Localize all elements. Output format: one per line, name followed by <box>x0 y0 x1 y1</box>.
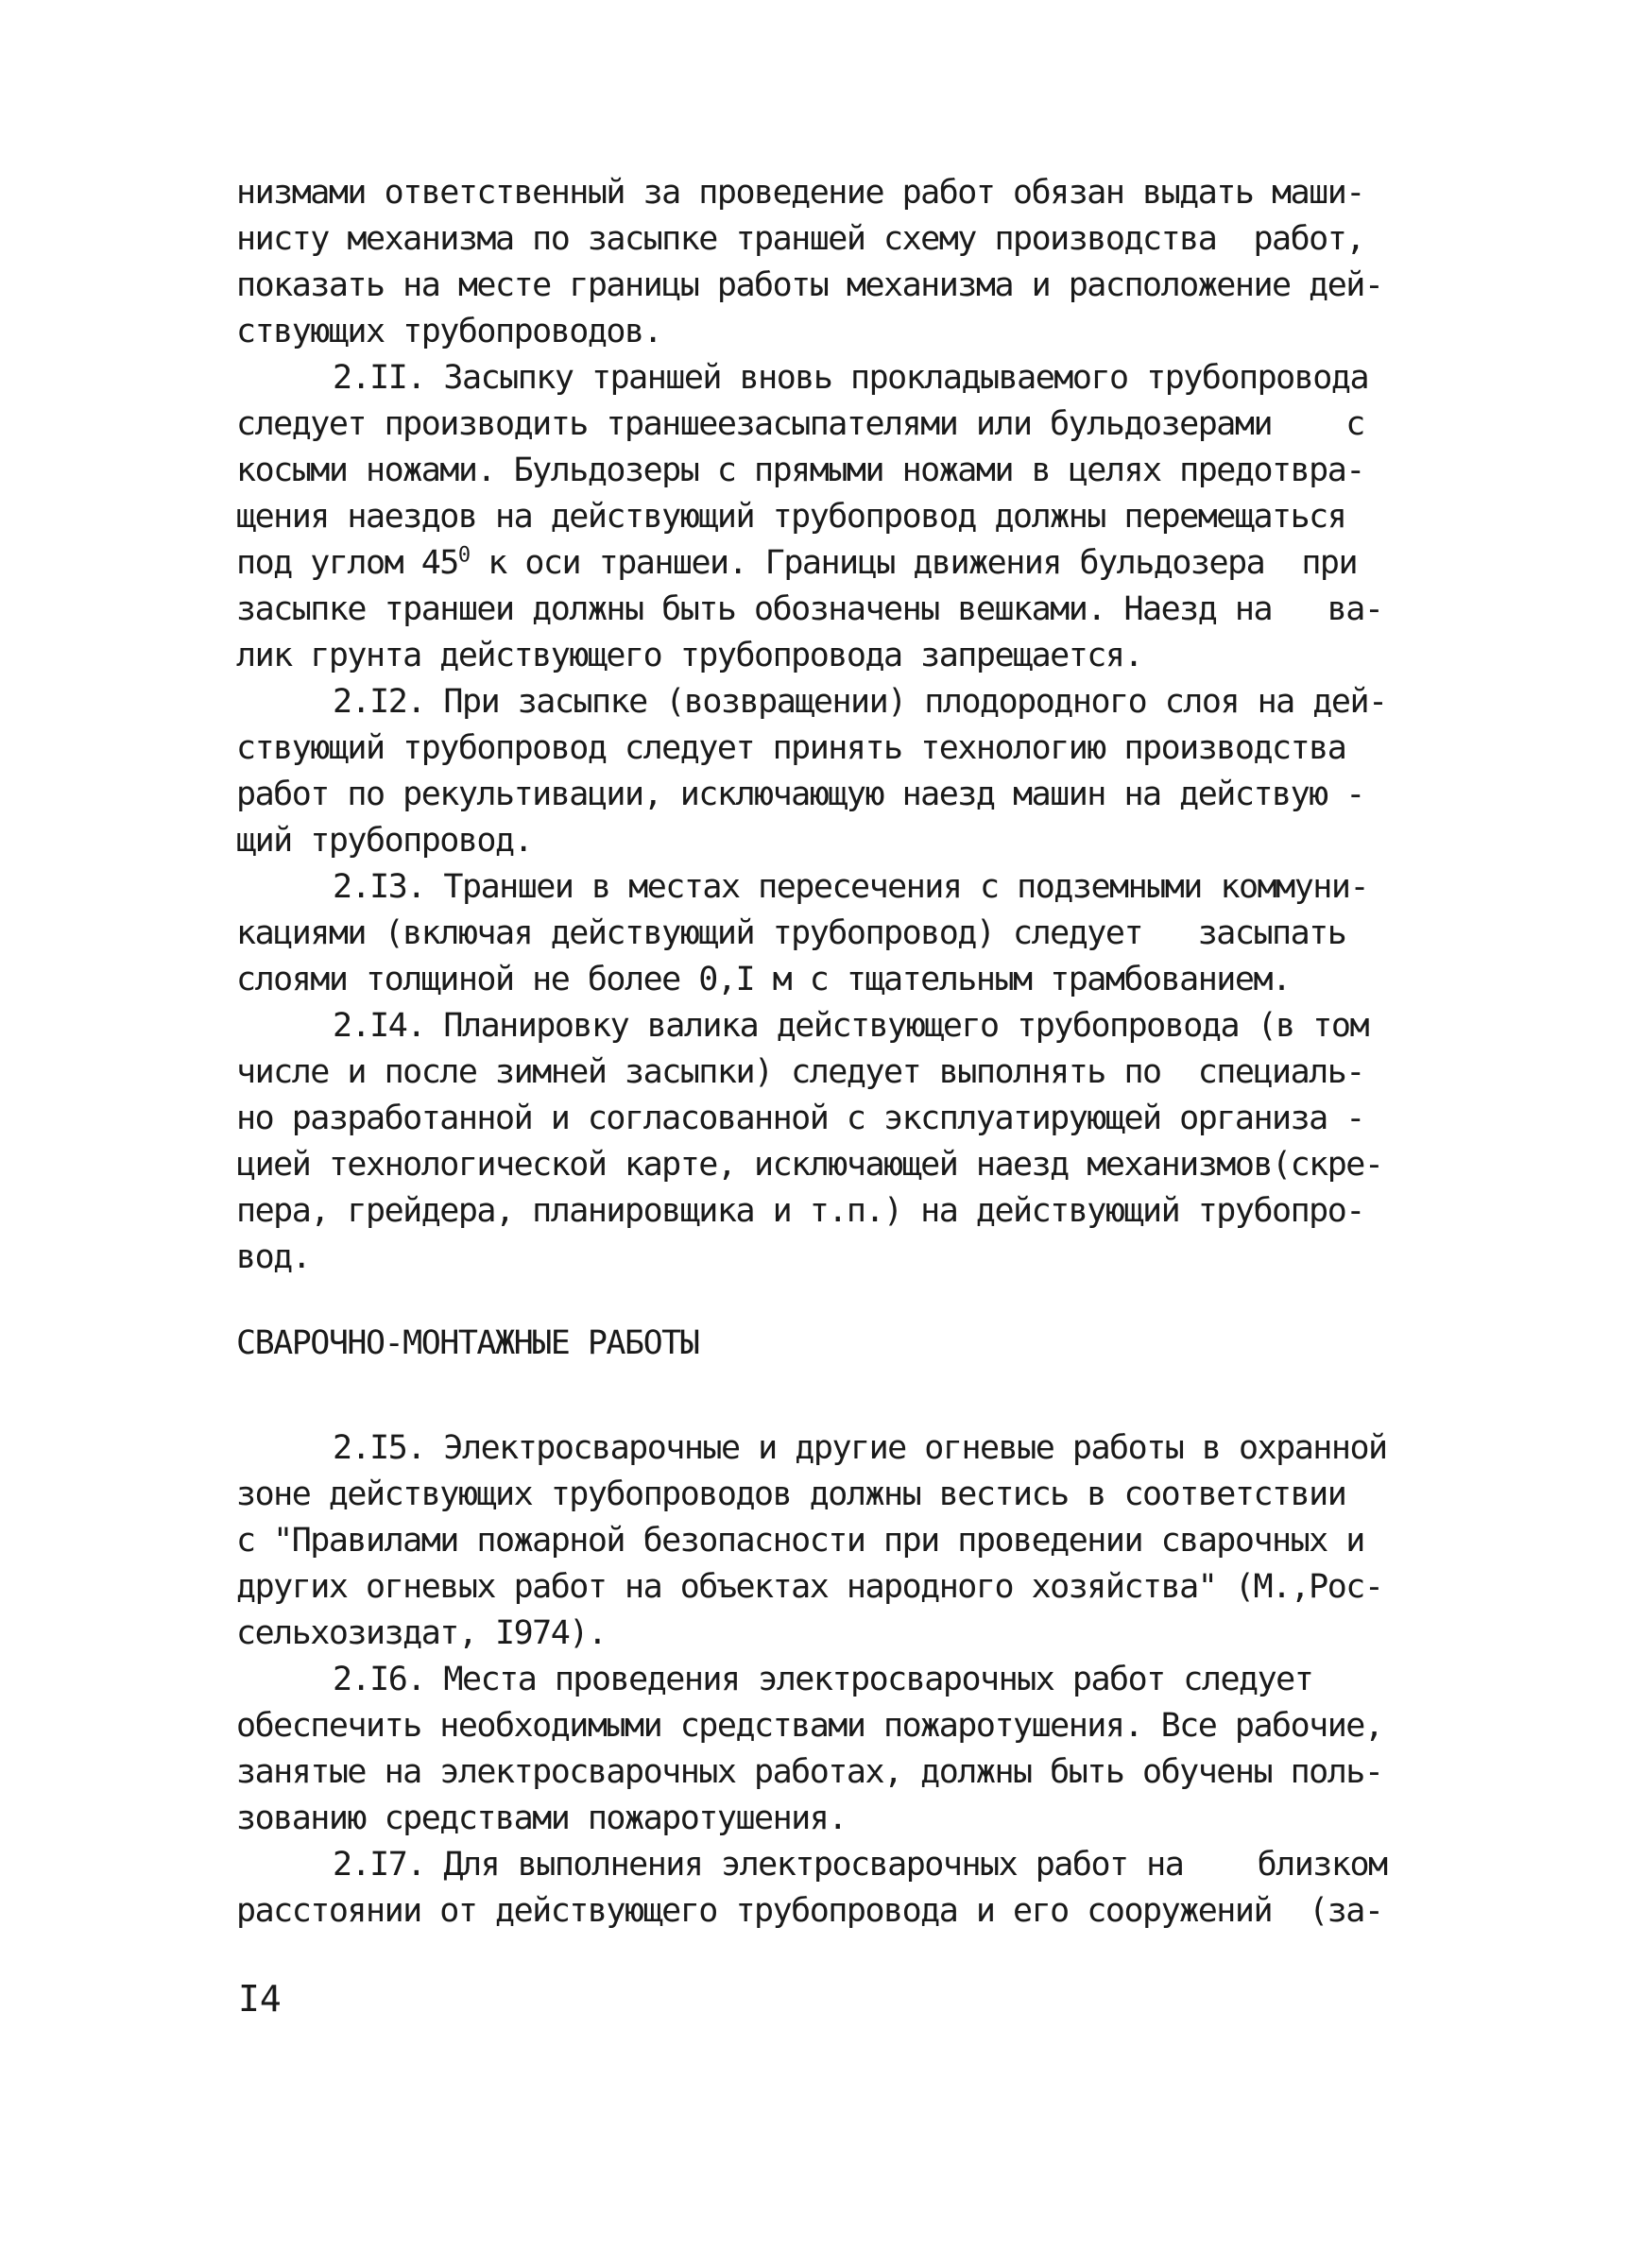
angle-line-after: к оси траншеи. Границы движения бульдозера при <box>469 544 1358 582</box>
text-line: засыпке траншеи должны быть обозначены вешками. Наезд на ва- <box>236 590 1383 628</box>
paragraph-2-15 <box>236 1425 1427 1657</box>
text-line: 2.I6. Места проведения электросварочных работ следует <box>333 1661 1313 1698</box>
text-line: косыми ножами. Бульдозеры с прямыми ножами в целях предотвра- <box>236 452 1364 489</box>
text-line: низмами ответственный за проведение работ обязан выдать маши- <box>236 174 1364 212</box>
text-line-angle <box>236 540 1427 587</box>
text-line: слоями толщиной не более 0,I м с тщательным трамбованием. <box>236 961 1291 998</box>
text-line: нисту механизма по засыпке траншей схему производства работ, <box>236 220 1364 258</box>
text-line: сельхозиздат, I974). <box>236 1614 607 1652</box>
text-line: пера, грейдера, планировщика и т.п.) на действующий трубопро- <box>236 1192 1364 1230</box>
text-line: щий трубопровод. <box>236 822 533 860</box>
text-line: расстоянии от действующего трубопровода и его сооружений (за- <box>236 1892 1383 1930</box>
text-line: занятые на электросварочных работах, должны быть обучены поль- <box>236 1753 1383 1791</box>
text-line: показать на месте границы работы механизма и расположение дей- <box>236 266 1383 304</box>
paragraph-continuation <box>236 170 1427 355</box>
paragraph-2-13 <box>236 864 1427 1003</box>
text-line: цией технологической карте, исключающей наезд механизмов(скре- <box>236 1146 1383 1184</box>
text-line: с "Правилами пожарной безопасности при проведении сварочных и <box>236 1522 1364 1560</box>
text-line: 2.I4. Планировку валика действующего трубопровода (в том <box>333 1007 1369 1045</box>
page-number: I4 <box>238 1978 282 2020</box>
text-line: кациями (включая действующий трубопровод) следует засыпать <box>236 914 1346 952</box>
text-line: других огневых работ на объектах народного хозяйства" (М.,Рос- <box>236 1568 1383 1606</box>
text-line: зованию средствами пожаротушения. <box>236 1799 847 1837</box>
text-line: 2.I7. Для выполнения электросварочных работ на близком <box>333 1846 1387 1884</box>
text-line: но разработанной и согласованной с эксплуатирующей организа - <box>236 1100 1364 1137</box>
text-line: щения наездов на действующий трубопровод должны перемещаться <box>236 498 1346 536</box>
text-line: числе и после зимней засыпки) следует выполнять по специаль- <box>236 1053 1364 1091</box>
text-line: ствующий трубопровод следует принять технологию производства <box>236 729 1346 767</box>
angle-line-before: под углом 45 <box>236 544 458 582</box>
text-line: 2.II. Засыпку траншей вновь прокладываемого трубопровода <box>333 359 1369 397</box>
degree-superscript: 0 <box>457 543 470 568</box>
paragraph-2-12 <box>236 679 1427 864</box>
text-line: ствующих трубопроводов. <box>236 313 662 350</box>
text-line: обеспечить необходимыми средствами пожаротушения. Все рабочие, <box>236 1707 1383 1745</box>
paragraph-2-11 <box>236 355 1427 679</box>
text-line: лик грунта действующего трубопровода запрещается. <box>236 637 1143 674</box>
paragraph-2-17 <box>236 1842 1427 1935</box>
document-page <box>236 170 1427 1935</box>
text-line: 2.I2. При засыпке (возвращении) плодородного слоя на дей- <box>333 683 1387 721</box>
text-line: 2.I3. Траншеи в местах пересечения с подземными коммуни- <box>333 868 1369 906</box>
text-line: следует производить траншеезасыпателями или бульдозерами с <box>236 405 1364 443</box>
paragraph-2-14 <box>236 1003 1427 1281</box>
text-line: вод. <box>236 1238 311 1276</box>
text-line: 2.I5. Электросварочные и другие огневые работы в охранной <box>333 1429 1387 1467</box>
text-line: работ по рекультивации, исключающую наезд машин на действую - <box>236 776 1364 813</box>
section-heading: СВАРОЧНО-МОНТАЖНЫЕ РАБОТЫ <box>236 1324 699 1362</box>
paragraph-2-16 <box>236 1657 1427 1842</box>
text-line: зоне действующих трубопроводов должны вестись в соответствии <box>236 1475 1346 1513</box>
